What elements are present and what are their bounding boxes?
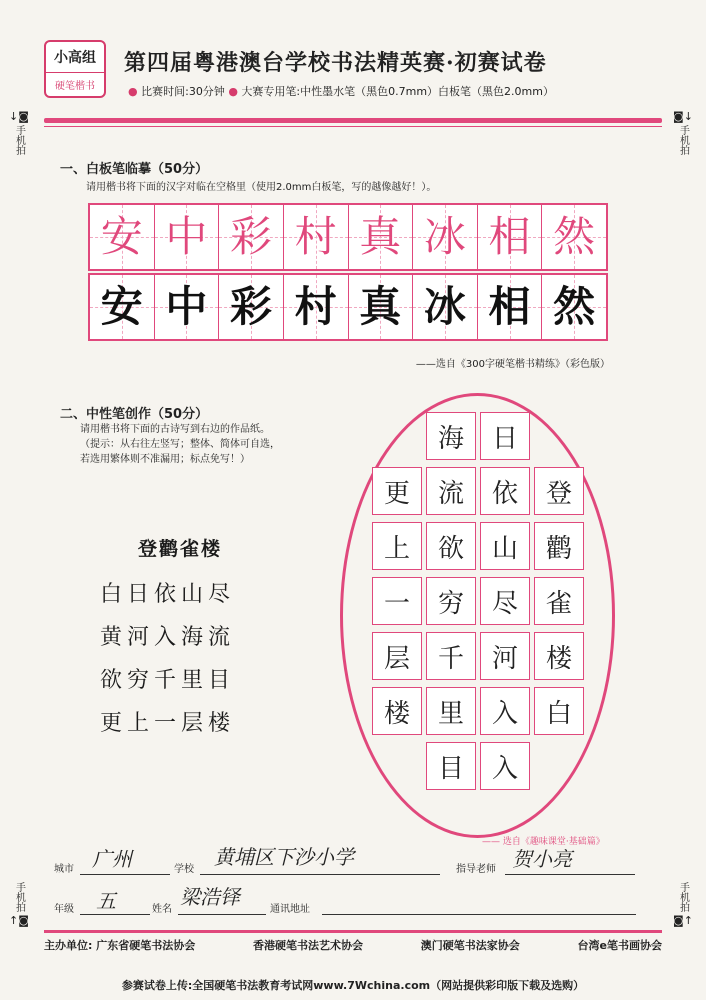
- model-char: 中: [155, 205, 220, 269]
- poem-line: 更上一层楼: [100, 711, 236, 736]
- artwork-cell: 山: [480, 522, 530, 570]
- school-underline: [200, 874, 440, 875]
- header-divider-thin: [44, 126, 662, 127]
- artwork-cell: 登: [534, 467, 584, 515]
- city-label: 城市: [54, 864, 74, 875]
- artwork-cell: 千: [426, 632, 476, 680]
- artwork-cell: 尽: [480, 577, 530, 625]
- artwork-cell: 依: [480, 467, 530, 515]
- section2-instruction: 请用楷书将下面的古诗写到右边的作品纸。 （提示：从右往左竖写；整体、简体可自选， 若选用繁体则不准漏用；标点免写！）: [80, 424, 280, 465]
- section1-instruction: 请用楷书将下面的汉字对临在空格里（使用2.0mm白板笔，写的越像越好！）。: [86, 182, 437, 193]
- header-divider: [44, 118, 662, 123]
- organizer: 台湾e笔书画协会: [577, 939, 662, 952]
- written-char: 冰: [413, 275, 478, 339]
- artwork-cell: 层: [372, 632, 422, 680]
- organizer: 澳门硬笔书法家协会: [420, 939, 520, 952]
- artwork-cell: 流: [426, 467, 476, 515]
- side-marker-top-left: ↓◙ 手机拍: [9, 110, 29, 155]
- camera-icon: ↑◙: [9, 914, 29, 927]
- address-underline: [322, 914, 636, 915]
- exam-pens: 大赛专用笔:中性墨水笔（黑色0.7mm）白板笔（黑色2.0mm）: [241, 85, 554, 98]
- side-marker-bottom-left: 手机拍 ↑◙: [9, 882, 29, 927]
- artwork-cell: 欲: [426, 522, 476, 570]
- written-char: 相: [478, 275, 543, 339]
- grade-label: 年级: [54, 904, 74, 915]
- model-char: 彩: [219, 205, 284, 269]
- grade-underline: [80, 914, 150, 915]
- model-char: 安: [90, 205, 155, 269]
- artwork-cell: 楼: [534, 632, 584, 680]
- bullet-icon: ●: [128, 85, 138, 98]
- model-char: 村: [284, 205, 349, 269]
- artwork-cell: 雀: [534, 577, 584, 625]
- written-char: 安: [90, 275, 155, 339]
- camera-icon: ◙↑: [673, 914, 693, 927]
- teacher-label: 指导老师: [456, 864, 496, 875]
- model-char: 然: [542, 205, 606, 269]
- school-label: 学校: [174, 864, 194, 875]
- artwork-cell: 河: [480, 632, 530, 680]
- artwork-cell: 海: [426, 412, 476, 460]
- artwork-cell: 目: [426, 742, 476, 790]
- grade-field[interactable]: 五: [96, 889, 116, 913]
- artwork-cell: 楼: [372, 687, 422, 735]
- organizers: [44, 937, 662, 953]
- footer-divider: [44, 930, 662, 933]
- school-field[interactable]: 黄埔区下沙小学: [214, 845, 354, 869]
- name-underline: [178, 914, 266, 915]
- written-char: 中: [155, 275, 220, 339]
- section2-source: —— 选自《趣味课堂·基础篇》: [482, 837, 605, 847]
- model-char: 真: [349, 205, 414, 269]
- model-char: 相: [478, 205, 543, 269]
- city-field[interactable]: 广州: [92, 847, 132, 871]
- written-char: 彩: [219, 275, 284, 339]
- name-label: 姓名: [152, 904, 172, 915]
- bullet-icon: ●: [228, 85, 238, 98]
- written-char: 村: [284, 275, 349, 339]
- teacher-field[interactable]: 贺小亮: [512, 847, 572, 871]
- model-grid: [88, 203, 608, 271]
- exam-subtitle: [128, 83, 554, 99]
- section1-heading: 一、白板笔临摹（50分）: [60, 162, 209, 177]
- organizer: 广东省硬笔书法协会: [96, 939, 196, 952]
- organizer: 香港硬笔书法艺术协会: [253, 939, 363, 952]
- poem-title: 登鹳雀楼: [137, 538, 222, 560]
- model-char: 冰: [413, 205, 478, 269]
- poem-line: 白日依山尽: [100, 582, 236, 607]
- written-char: 真: [349, 275, 414, 339]
- category-label: 硬笔楷书: [46, 72, 104, 92]
- section1-source: ——选自《300字硬笔楷书精练》（彩色版）: [415, 359, 610, 370]
- address-label: 通讯地址: [270, 904, 310, 915]
- artwork-cell: 入: [480, 742, 530, 790]
- camera-icon: ↓◙: [9, 110, 29, 123]
- poem-line: 黄河入海流: [100, 625, 236, 650]
- group-label: 小高组: [54, 50, 96, 66]
- written-grid: [88, 273, 608, 341]
- artwork-cell: 上: [372, 522, 422, 570]
- artwork-cell: 里: [426, 687, 476, 735]
- written-char: 然: [542, 275, 606, 339]
- group-badge: [44, 40, 106, 98]
- side-marker-top-right: ◙↓ 手机拍: [673, 110, 693, 155]
- exam-time: 比赛时间:30分钟: [141, 85, 225, 98]
- camera-icon: ◙↓: [673, 110, 693, 123]
- footer-note: 参赛试卷上传:全国硬笔书法教育考试网www.7Wchina.com（网站提供彩印版下载及选购）: [121, 979, 585, 992]
- artwork-cell: 白: [534, 687, 584, 735]
- poem-line: 欲穷千里目: [100, 668, 236, 693]
- page-title: 第四届粤港澳台学校书法精英赛·初赛试卷: [124, 50, 547, 76]
- artwork-cell: 入: [480, 687, 530, 735]
- artwork-cell: 鹳: [534, 522, 584, 570]
- teacher-underline: [505, 874, 635, 875]
- poem-block: [100, 534, 270, 745]
- artwork-cell: 一: [372, 577, 422, 625]
- artwork-cell: 日: [480, 412, 530, 460]
- artwork-cell: 穷: [426, 577, 476, 625]
- section2-heading: 二、中性笔创作（50分）: [60, 407, 209, 422]
- name-field[interactable]: 梁浩铎: [180, 885, 240, 909]
- city-underline: [80, 874, 170, 875]
- artwork-cell: 更: [372, 467, 422, 515]
- side-marker-bottom-right: 手机拍 ◙↑: [673, 882, 693, 927]
- organizers-lead: 主办单位:: [44, 939, 93, 952]
